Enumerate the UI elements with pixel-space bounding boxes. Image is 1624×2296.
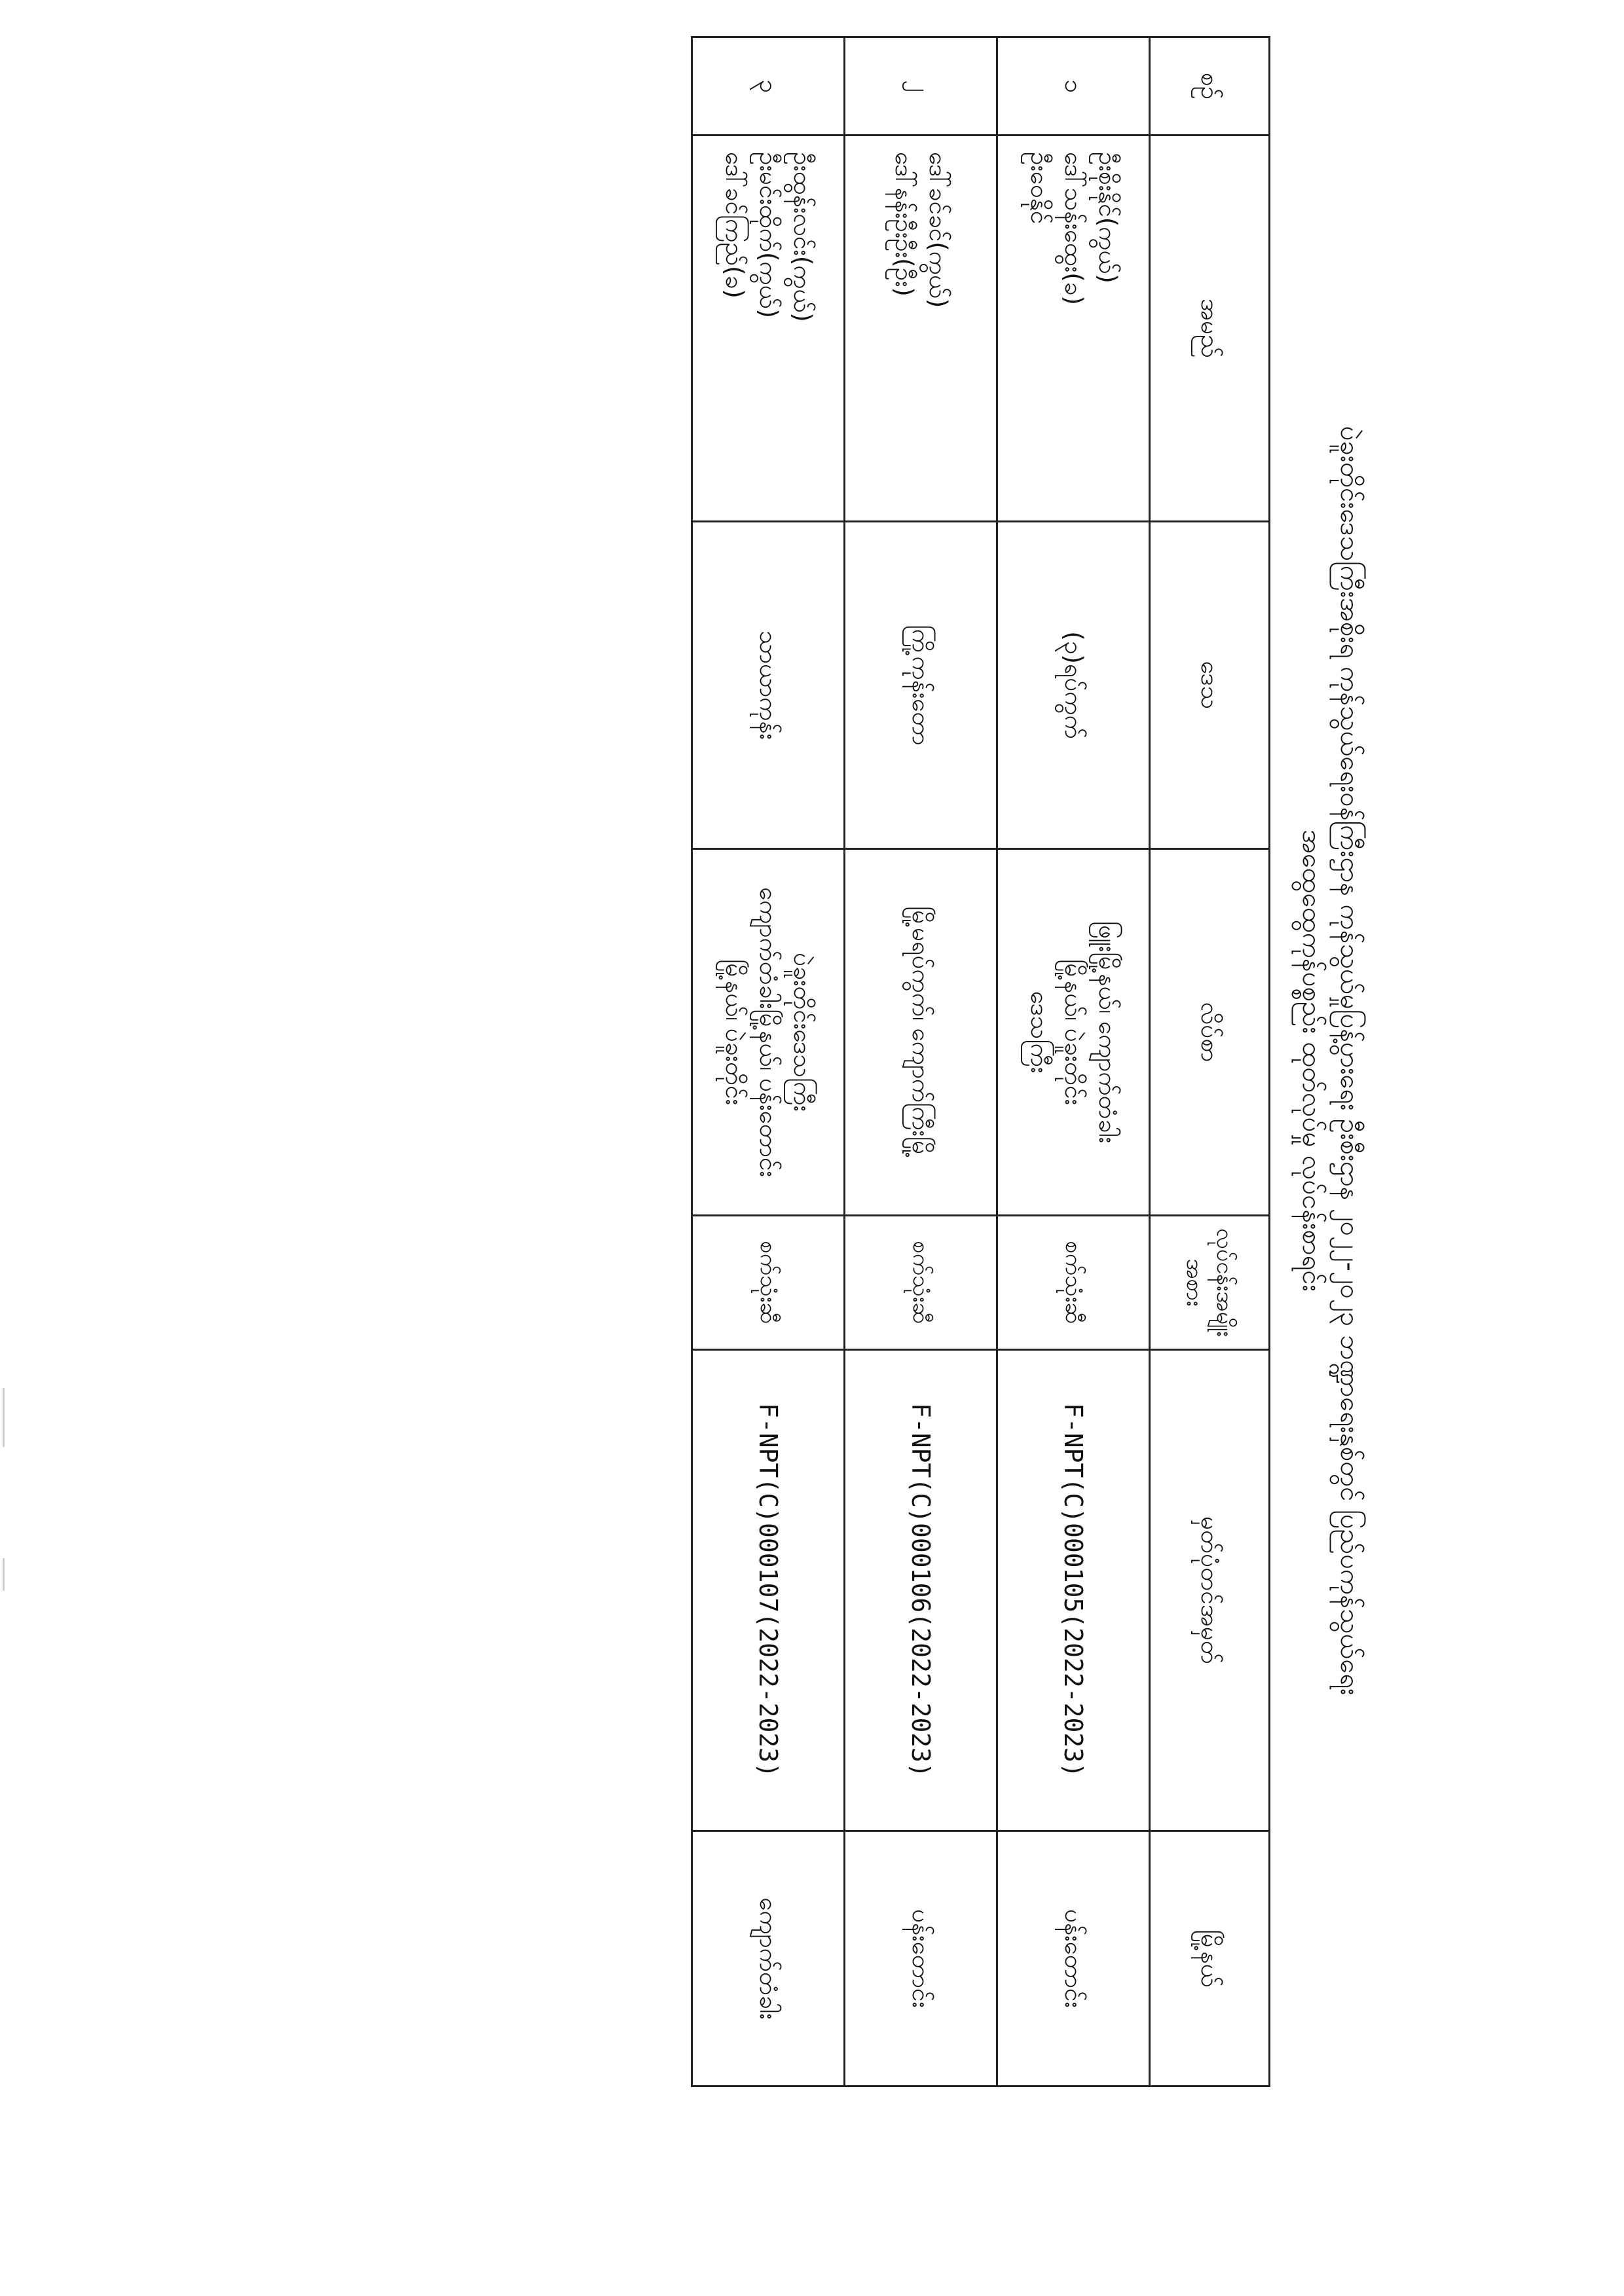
table-row bbox=[845, 37, 997, 2086]
cell-name bbox=[692, 136, 845, 522]
cell-business: စက်သုံးဆီ bbox=[997, 1216, 1150, 1350]
cell-name bbox=[997, 136, 1150, 522]
cell-no: ၁ bbox=[997, 37, 1150, 136]
header-license: မှတ်ပုံတင်အမှတ် bbox=[1150, 1350, 1270, 1831]
title-line-2: အထွေထွေကုန်ပစ္စည်း ထုတ်လုပ်မှု လုပ်ငန်းစာရင်း bbox=[1297, 829, 1327, 1292]
address-line: ဖြူးမြို့နယ်၊ ကျောက်တံခါး bbox=[1094, 920, 1122, 1144]
cell-license: F-NPT(C)000106(2022-2023) bbox=[845, 1350, 997, 1831]
address-line: မြို့မရပ်ကွက်၊ ကျောက်ကြီးမြို့ bbox=[907, 905, 935, 1158]
address-line: မြို့နယ်၊ ပဲခူးတိုင်း bbox=[720, 959, 748, 1105]
header-no: စဉ် bbox=[1150, 37, 1270, 136]
address-line: ပဲခူးတိုင်းဒေသကြီး bbox=[788, 953, 817, 1112]
scan-edge-mark bbox=[3, 1558, 5, 1591]
header-region: ဒေသ bbox=[1150, 522, 1270, 849]
cell-township: ပန်းတောင်း bbox=[845, 1831, 997, 2086]
name-line: ဒေါ်ခင်ကြည်(ခ) bbox=[720, 152, 748, 299]
document-title bbox=[1293, 36, 1369, 2085]
table-row bbox=[692, 37, 845, 2086]
cell-license: F-NPT(C)000107(2022-2023) bbox=[692, 1350, 845, 1831]
name-line: ဦးမင်းထိုက်(ကွယ်) bbox=[754, 152, 783, 318]
header-business: လုပ်ငန်းအမျိုး အစား bbox=[1150, 1216, 1270, 1350]
scan-edge-mark bbox=[3, 1388, 5, 1447]
cell-region: ကြို့ကုန်းတော bbox=[845, 522, 997, 849]
cell-address bbox=[997, 849, 1150, 1216]
cell-no: ၂ bbox=[845, 37, 997, 136]
cell-township: ကျောက်တံခါး bbox=[692, 1831, 845, 2086]
name-line: ဒေါ်ခင်ခင်(ကွယ်) bbox=[924, 152, 952, 308]
name-line: ဦးထွန်းလင်း(ကွယ်) bbox=[788, 152, 817, 322]
cell-no: ၃ bbox=[692, 37, 845, 136]
address-line: ကျောက်တံခါးမြို့နယ်၊ ပန်းတောင်း bbox=[754, 887, 783, 1177]
cell-name bbox=[845, 136, 997, 522]
table-header-row bbox=[1150, 37, 1270, 2086]
registration-table bbox=[691, 36, 1270, 2087]
name-line: ဦးဝေနိုင် bbox=[1025, 152, 1054, 225]
cell-business: စက်သုံးဆီ bbox=[692, 1216, 845, 1350]
cell-address bbox=[692, 849, 845, 1216]
address-line: မြို့နယ်၊ ပဲခူးတိုင်း bbox=[1060, 959, 1088, 1105]
cell-license: F-NPT(C)000105(2022-2023) bbox=[997, 1350, 1150, 1831]
header-name: အမည် bbox=[1150, 136, 1270, 522]
name-line: ဒေါ်နန်းဦးဦး(ဦး) bbox=[890, 152, 918, 297]
cell-region: သာယာကုန်း bbox=[692, 522, 845, 849]
cell-address bbox=[845, 849, 997, 1216]
name-line: ဒေါ်သန်းထွေး(ခ) bbox=[1060, 152, 1088, 305]
address-line: ဒေသကြီး bbox=[1025, 991, 1054, 1074]
cell-township: ပန်းတောင်း bbox=[997, 1831, 1150, 2086]
name-line: ဦးစိုးနိုင်(ကွယ်) bbox=[1094, 152, 1122, 283]
cell-region: (၃)ရပ်ကွက် bbox=[997, 522, 1150, 849]
title-line-1: ပဲခူးတိုင်းဒေသကြီးအစိုးရ ကုန်သွယ်ရေးဝန်ကြီးဌာန ကုန်သွယ်မှုပြန့်ပွားရေး ဦးစီးဌာန ၂၀၂၂-၂၀၂၃ ဘဏ္ဍာရေးနှစ်တွင် ပြည်ပကုန်သွယ်ရေး bbox=[1335, 426, 1365, 1696]
cell-business: စက်သုံးဆီ bbox=[845, 1216, 997, 1350]
rotated-page-content bbox=[720, 36, 1395, 2085]
header-township: မြို့နယ် bbox=[1150, 1831, 1270, 2086]
table-row bbox=[997, 37, 1150, 2086]
header-address: လိပ်စာ bbox=[1150, 849, 1270, 1216]
